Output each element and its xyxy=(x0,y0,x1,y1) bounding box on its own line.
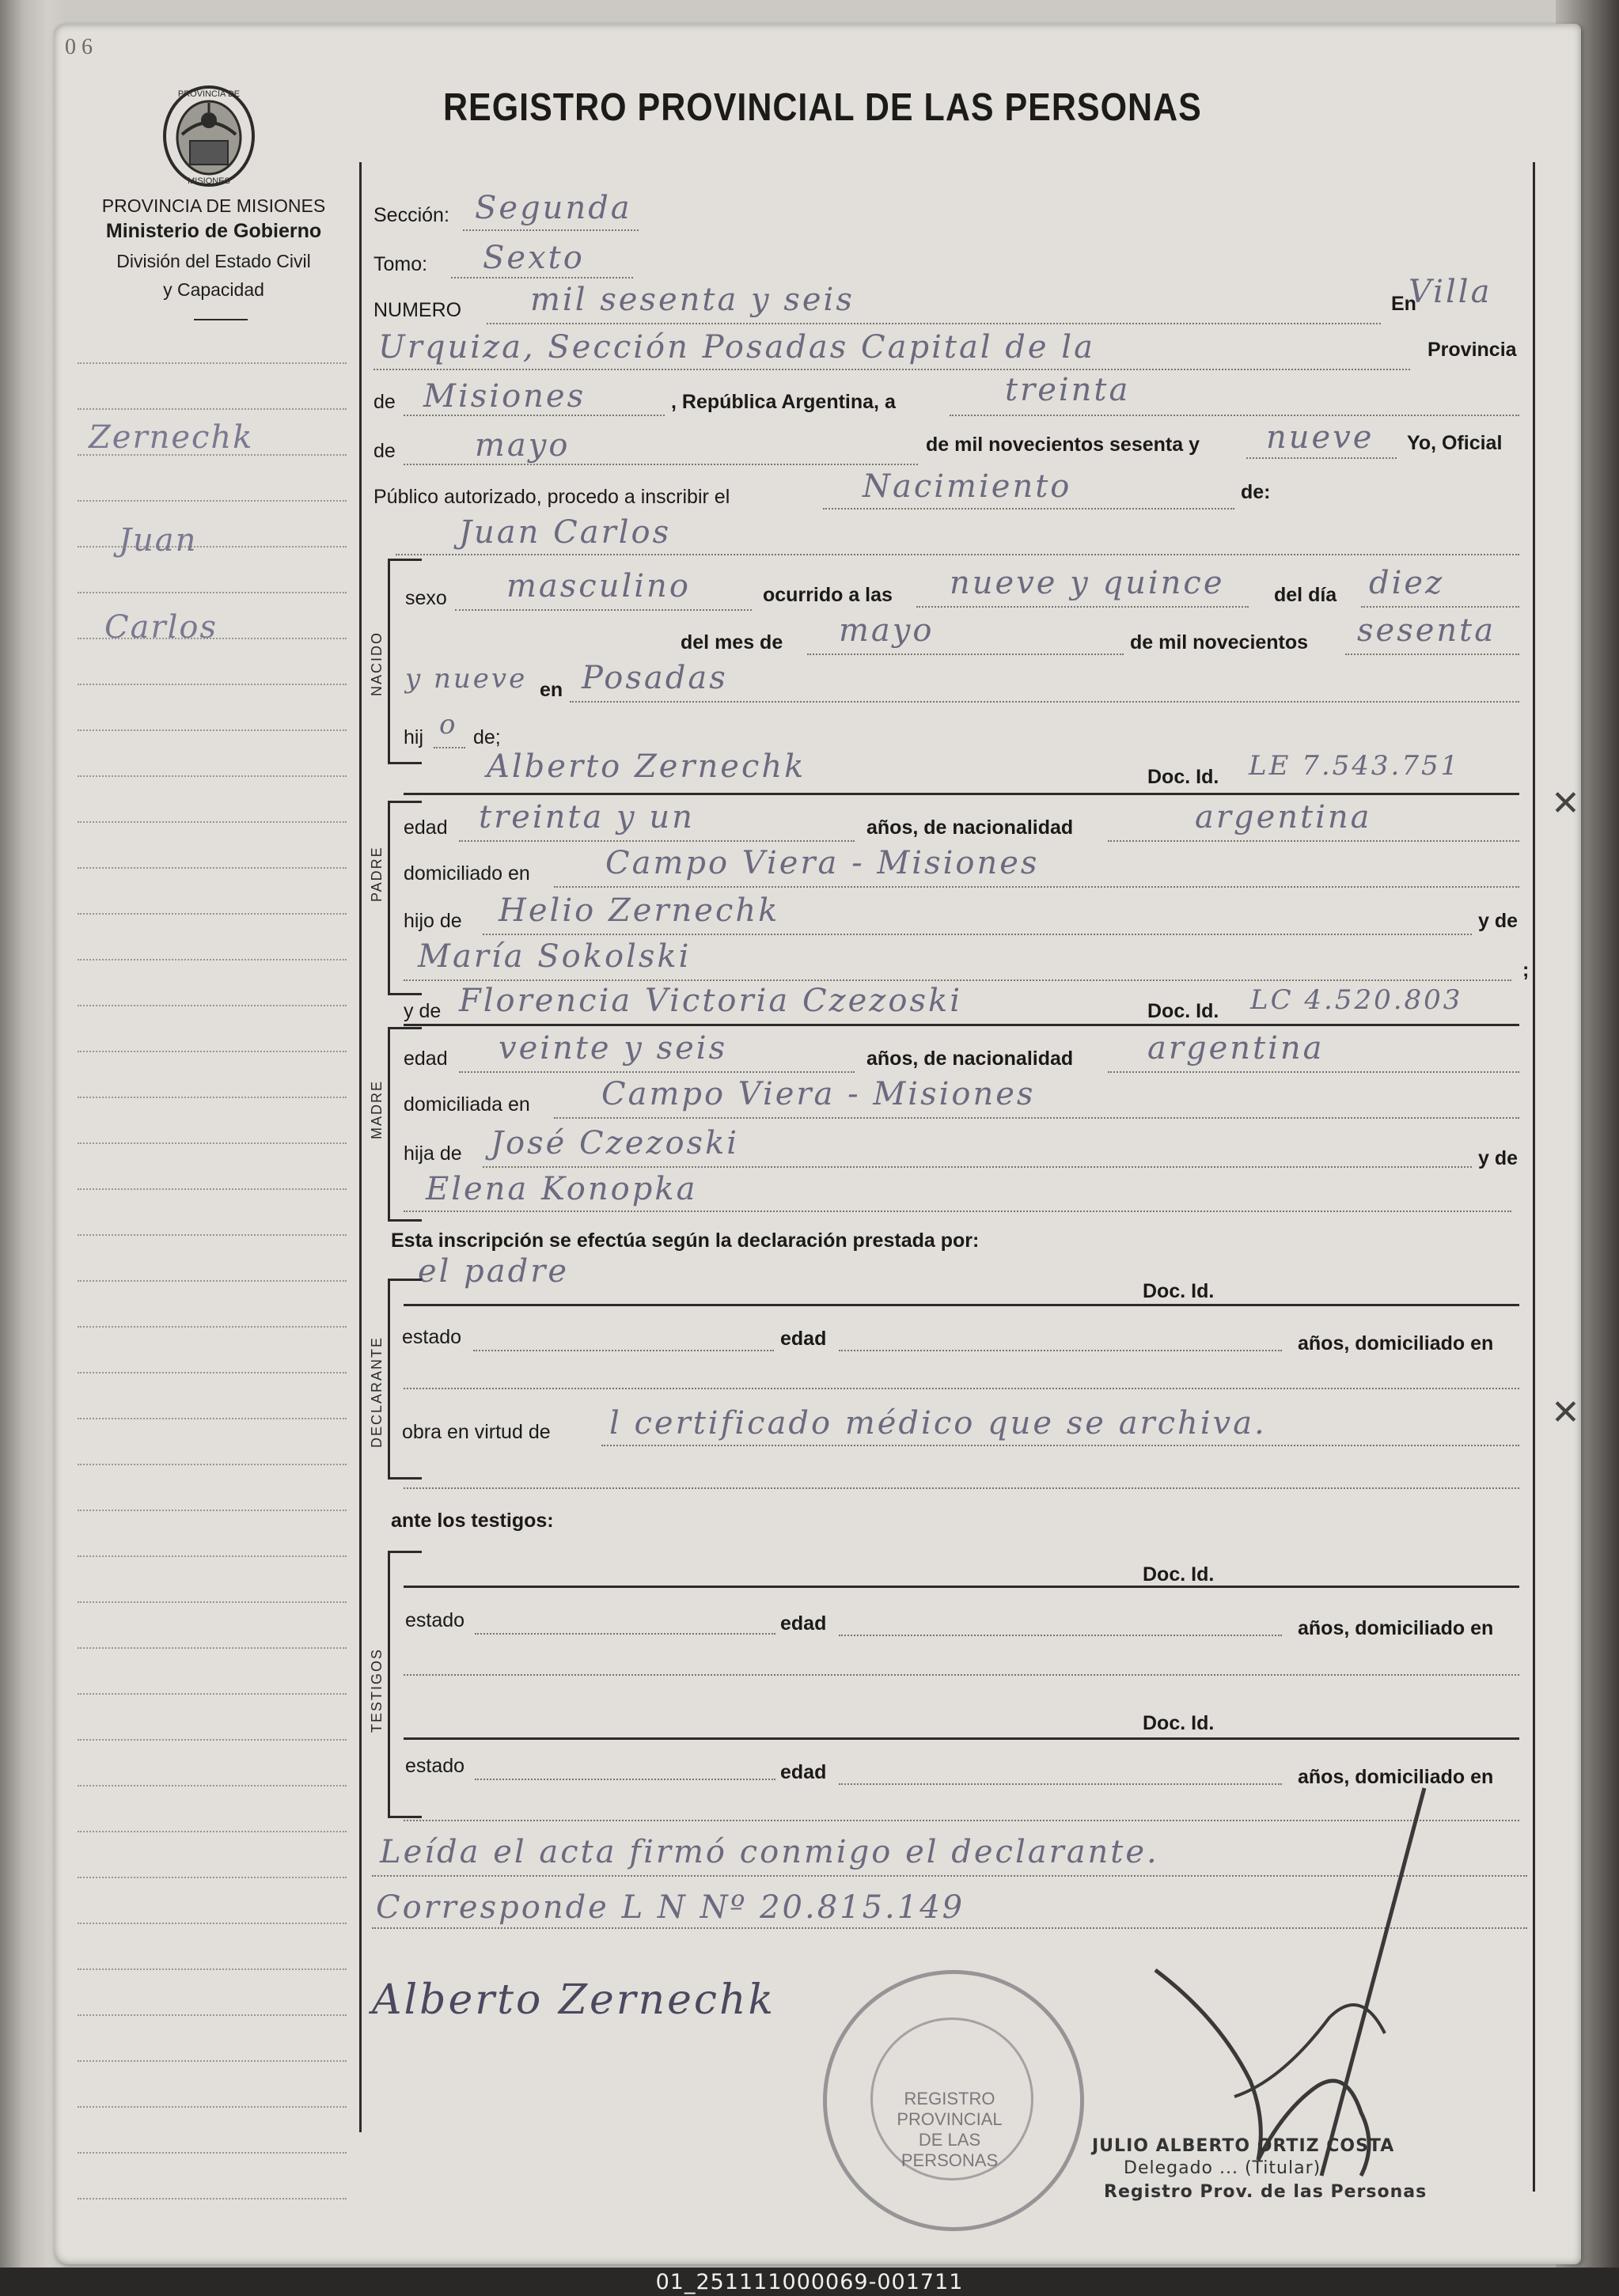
padre-nac-line xyxy=(1108,840,1519,842)
seccion-line xyxy=(463,229,639,231)
margin-ruled-line xyxy=(78,1326,347,1328)
margin-ruled-line xyxy=(78,913,347,915)
padre-madre: María Sokolski xyxy=(418,938,692,975)
anio-nac-line xyxy=(1345,654,1519,655)
padre-dom: Campo Viera - Misiones xyxy=(605,845,1040,881)
madre-madre-line xyxy=(404,1211,1511,1212)
margin-ruled-line xyxy=(78,1142,347,1144)
de3-label: de: xyxy=(1241,481,1271,503)
testigo2-edad-label: edad xyxy=(780,1761,827,1783)
hija-de-label: hija de xyxy=(404,1142,462,1165)
testigo1-edad-label: edad xyxy=(780,1612,827,1635)
margin-note-name1: Juan xyxy=(119,522,198,559)
capacity-label: y Capacidad xyxy=(163,279,264,300)
margin-ruled-line xyxy=(78,2152,347,2154)
official-role: Delegado ... (Titular) xyxy=(1124,2158,1321,2178)
testigo1-estado-label: estado xyxy=(405,1609,465,1631)
numero-label: NUMERO xyxy=(373,299,462,321)
margin-ruled-line xyxy=(78,1968,347,1970)
obra-value: l certificado médico que se archiva. xyxy=(609,1405,1267,1442)
testigos-side-label: TESTIGOS xyxy=(369,1647,385,1733)
padre-padre: Helio Zernechk xyxy=(499,892,780,929)
margin-ruled-line xyxy=(78,2106,347,2108)
nombre-line xyxy=(396,554,1519,555)
declarante-edad-line xyxy=(839,1350,1282,1351)
header-divider xyxy=(194,319,248,320)
sexo-label: sexo xyxy=(405,587,447,609)
margin-note-name2: Carlos xyxy=(104,609,218,646)
staple-mark-icon: ✕ xyxy=(1551,783,1580,824)
svg-text:PROVINCIA DE: PROVINCIA DE xyxy=(177,89,241,99)
padre-nombre-rule xyxy=(404,793,1519,795)
padre-madre-line xyxy=(404,979,1511,981)
margin-ruled-line xyxy=(78,1647,347,1649)
margin-ruled-line xyxy=(78,1188,347,1190)
declarant-signature: Alberto Zernechk xyxy=(372,1976,775,2024)
declarante-rule xyxy=(404,1304,1519,1306)
testigo1-dom-line xyxy=(404,1674,1519,1676)
madre-doc-label: Doc. Id. xyxy=(1147,1000,1219,1022)
anio-nac-value: sesenta xyxy=(1357,612,1496,649)
padre-side-label: PADRE xyxy=(369,846,385,902)
mes-value: mayo xyxy=(475,427,571,464)
padre-edad-line xyxy=(459,840,855,842)
republica-label: , República Argentina, a xyxy=(671,391,896,413)
testigo1-rule xyxy=(404,1586,1519,1588)
en-value: Villa xyxy=(1409,274,1492,310)
obra-line2 xyxy=(404,1487,1519,1489)
hora-value: nueve y quince xyxy=(950,565,1225,601)
lugar-line xyxy=(570,701,1519,703)
declarante-doc-label: Doc. Id. xyxy=(1143,1280,1215,1302)
padre-nac-label: años, de nacionalidad xyxy=(866,816,1074,839)
declarante-value: el padre xyxy=(418,1253,570,1290)
oficial-label: Yo, Oficial xyxy=(1407,432,1503,454)
testigo1-estado-line xyxy=(475,1633,775,1635)
padre-dom-label: domiciliado en xyxy=(404,862,530,885)
margin-ruled-line xyxy=(78,1739,347,1741)
margin-ruled-line xyxy=(78,1464,347,1465)
de-label: de xyxy=(373,391,396,413)
madre-nac-line xyxy=(1108,1071,1519,1073)
madre-padre-line xyxy=(483,1166,1472,1168)
anio-line xyxy=(1246,457,1397,459)
madre-y-de-label: y de xyxy=(404,1000,442,1022)
margin-ruled-line xyxy=(78,500,347,502)
padre-nombre: Alberto Zernechk xyxy=(487,748,806,785)
madre-nac: argentina xyxy=(1147,1030,1325,1067)
official-signature-icon xyxy=(1124,1780,1456,2192)
de-line xyxy=(404,415,665,416)
declarante-side-label: DECLARANTE xyxy=(369,1336,385,1448)
mes-line xyxy=(404,464,918,465)
provincia-label: Provincia xyxy=(1428,339,1517,361)
corner-number: 0 6 xyxy=(65,35,93,59)
madre-y-de-label: y de xyxy=(1478,1147,1519,1169)
ministry-label: Ministerio de Gobierno xyxy=(105,220,322,242)
seccion-label: Sección: xyxy=(373,204,449,226)
madre-edad-label: edad xyxy=(404,1048,448,1070)
margin-ruled-line xyxy=(78,592,347,593)
margin-ruled-line xyxy=(78,959,347,960)
form-left-rule xyxy=(359,162,362,2132)
margin-ruled-line xyxy=(78,362,347,364)
testigos-label: ante los testigos: xyxy=(391,1510,554,1532)
place-line: Urquiza, Sección Posadas Capital de la xyxy=(378,329,1095,366)
margin-ruled-line xyxy=(78,1785,347,1786)
obra-label: obra en virtud de xyxy=(402,1421,551,1443)
mil2-label: de mil novecientos xyxy=(1130,631,1309,654)
margin-note-surname: Zernechk xyxy=(89,419,254,456)
margin-ruled-line xyxy=(78,821,347,823)
margin-ruled-line xyxy=(78,1601,347,1603)
nombre-value: Juan Carlos xyxy=(459,514,672,551)
official-office: Registro Prov. de las Personas xyxy=(1104,2182,1428,2202)
declarante-estado-label: estado xyxy=(402,1326,462,1348)
acto-value: Nacimiento xyxy=(863,468,1072,505)
margin-ruled-line xyxy=(78,867,347,869)
del-dia-label: del día xyxy=(1274,584,1337,606)
numero-value: mil sesenta y seis xyxy=(530,282,855,318)
footer-id: 01_251111000069-001711 xyxy=(655,2270,964,2294)
declaracion-label: Esta inscripción se efectúa según la declaración prestada por: xyxy=(391,1229,980,1252)
declarante-dom-line xyxy=(404,1388,1519,1389)
en2-label: en xyxy=(540,679,563,701)
margin-ruled-line xyxy=(78,2198,347,2199)
acto-line xyxy=(823,508,1234,510)
testigo2-doc-label: Doc. Id. xyxy=(1143,1712,1215,1734)
margin-ruled-line xyxy=(78,2060,347,2062)
ocurrido-label: ocurrido a las xyxy=(763,584,893,606)
page-title: REGISTRO PROVINCIAL DE LAS PERSONAS xyxy=(443,85,1202,130)
en-label: En xyxy=(1391,293,1416,315)
madre-madre: Elena Konopka xyxy=(426,1171,698,1207)
margin-ruled-line xyxy=(78,1280,347,1282)
padre-dom-line xyxy=(554,886,1519,888)
mes-nac-line xyxy=(807,654,1124,655)
tomo-label: Tomo: xyxy=(373,253,428,275)
numero-line xyxy=(487,323,1381,324)
padre-padre-line xyxy=(483,934,1472,935)
del-mes-label: del mes de xyxy=(681,631,783,654)
margin-ruled-line xyxy=(78,546,347,547)
anio-nac-value2: y nueve xyxy=(405,663,528,695)
madre-dom-label: domiciliada en xyxy=(404,1093,530,1116)
margin-ruled-line xyxy=(78,1510,347,1511)
form-right-rule xyxy=(1533,162,1535,2192)
dia-nac-value: diez xyxy=(1369,565,1445,601)
margin-ruled-line xyxy=(78,1418,347,1419)
margin-ruled-line xyxy=(78,1372,347,1373)
dia-nac-line xyxy=(1361,606,1519,608)
margin-ruled-line xyxy=(78,775,347,777)
svg-text:MISIONES: MISIONES xyxy=(188,176,230,186)
declarante-estado-line xyxy=(473,1350,774,1351)
provincial-seal-icon xyxy=(158,79,260,190)
padre-y-de-label: y de xyxy=(1478,910,1519,932)
sexo-value: masculino xyxy=(506,568,691,604)
testigo2-anios-label: años, domiciliado en xyxy=(1298,1766,1494,1788)
anio-value: nueve xyxy=(1266,419,1374,456)
dia-line xyxy=(950,415,1519,416)
tomo-line xyxy=(451,277,633,278)
testigo1-doc-label: Doc. Id. xyxy=(1143,1563,1215,1586)
nacido-side-label: NACIDO xyxy=(369,631,385,696)
stamp-text: REGISTRO PROVINCIAL DE LAS PERSONAS xyxy=(897,2089,1003,2170)
hij-line xyxy=(434,747,465,748)
madre-dom-line xyxy=(554,1117,1519,1119)
madre-nombre-rule xyxy=(404,1024,1519,1026)
padre-edad: treinta y un xyxy=(479,799,695,835)
hij-de-label: de; xyxy=(473,726,501,748)
margin-ruled-line xyxy=(78,729,347,731)
declarante-edad-label: edad xyxy=(780,1328,827,1350)
margin-ruled-line xyxy=(78,1693,347,1695)
testigo1-anios-label: años, domiciliado en xyxy=(1298,1617,1494,1639)
testigo2-estado-line xyxy=(475,1779,775,1780)
margin-ruled-line xyxy=(78,1097,347,1098)
margin-ruled-line xyxy=(78,1234,347,1236)
margin-ruled-line xyxy=(78,1051,347,1052)
de-value: Misiones xyxy=(423,378,586,415)
margin-ruled-line xyxy=(78,1877,347,1878)
padre-doc-label: Doc. Id. xyxy=(1147,766,1219,788)
padre-edad-label: edad xyxy=(404,816,448,839)
madre-side-label: MADRE xyxy=(369,1079,385,1139)
seccion-value: Segunda xyxy=(475,190,632,226)
testigo2-rule xyxy=(404,1737,1519,1740)
province-label: PROVINCIA DE MISIONES xyxy=(101,195,326,216)
testigo1-edad-line xyxy=(839,1635,1282,1636)
mes-nac-value: mayo xyxy=(839,612,935,649)
publico-label: Público autorizado, procedo a inscribir el xyxy=(373,486,730,508)
margin-ruled-line xyxy=(78,684,347,685)
official-name: JULIO ALBERTO ORTIZ COSTA xyxy=(1092,2136,1395,2156)
declarante-anios-label: años, domiciliado en xyxy=(1298,1332,1494,1354)
margin-ruled-line xyxy=(78,408,347,410)
madre-doc: LC 4.520.803 xyxy=(1250,984,1463,1016)
staple-mark-icon: ✕ xyxy=(1551,1392,1580,1433)
hora-line xyxy=(916,606,1249,608)
testigos-bracket xyxy=(388,1551,422,1818)
hij-value: o xyxy=(439,709,458,741)
place-underline xyxy=(373,369,1410,370)
margin-ruled-line xyxy=(78,1555,347,1557)
margin-ruled-line xyxy=(78,1005,347,1006)
division-label: División del Estado Civil xyxy=(116,251,311,271)
madre-padre: José Czezoski xyxy=(491,1125,740,1161)
madre-dom: Campo Viera - Misiones xyxy=(601,1076,1036,1112)
hijo-de-label: hijo de xyxy=(404,910,462,932)
margin-ruled-line xyxy=(78,2014,347,2016)
padre-doc: LE 7.543.751 xyxy=(1249,750,1461,782)
margin-ruled-line xyxy=(78,1831,347,1832)
tomo-value: Sexto xyxy=(483,240,585,276)
madre-edad: veinte y seis xyxy=(499,1030,728,1067)
hij-label: hij xyxy=(404,726,424,748)
madre-nombre: Florencia Victoria Czezoski xyxy=(459,983,963,1019)
mil-label: de mil novecientos sesenta y xyxy=(926,434,1200,456)
padre-nac: argentina xyxy=(1195,799,1372,835)
madre-edad-line xyxy=(459,1071,855,1073)
note-leida: Leída el acta firmó conmigo el declarante. xyxy=(380,1834,1159,1870)
madre-nac-label: años, de nacionalidad xyxy=(866,1048,1074,1070)
margin-ruled-line xyxy=(78,1923,347,1924)
de2-label: de xyxy=(373,440,396,462)
obra-line xyxy=(601,1445,1519,1446)
sexo-line xyxy=(455,609,752,611)
lugar-value: Posadas xyxy=(582,660,728,696)
dia-value: treinta xyxy=(1005,372,1131,408)
testigo2-estado-label: estado xyxy=(405,1755,465,1777)
padre-semicolon: ; xyxy=(1522,959,1530,981)
declarante-bracket xyxy=(388,1279,422,1480)
note-corresponde: Corresponde L N Nº 20.815.149 xyxy=(376,1889,965,1926)
